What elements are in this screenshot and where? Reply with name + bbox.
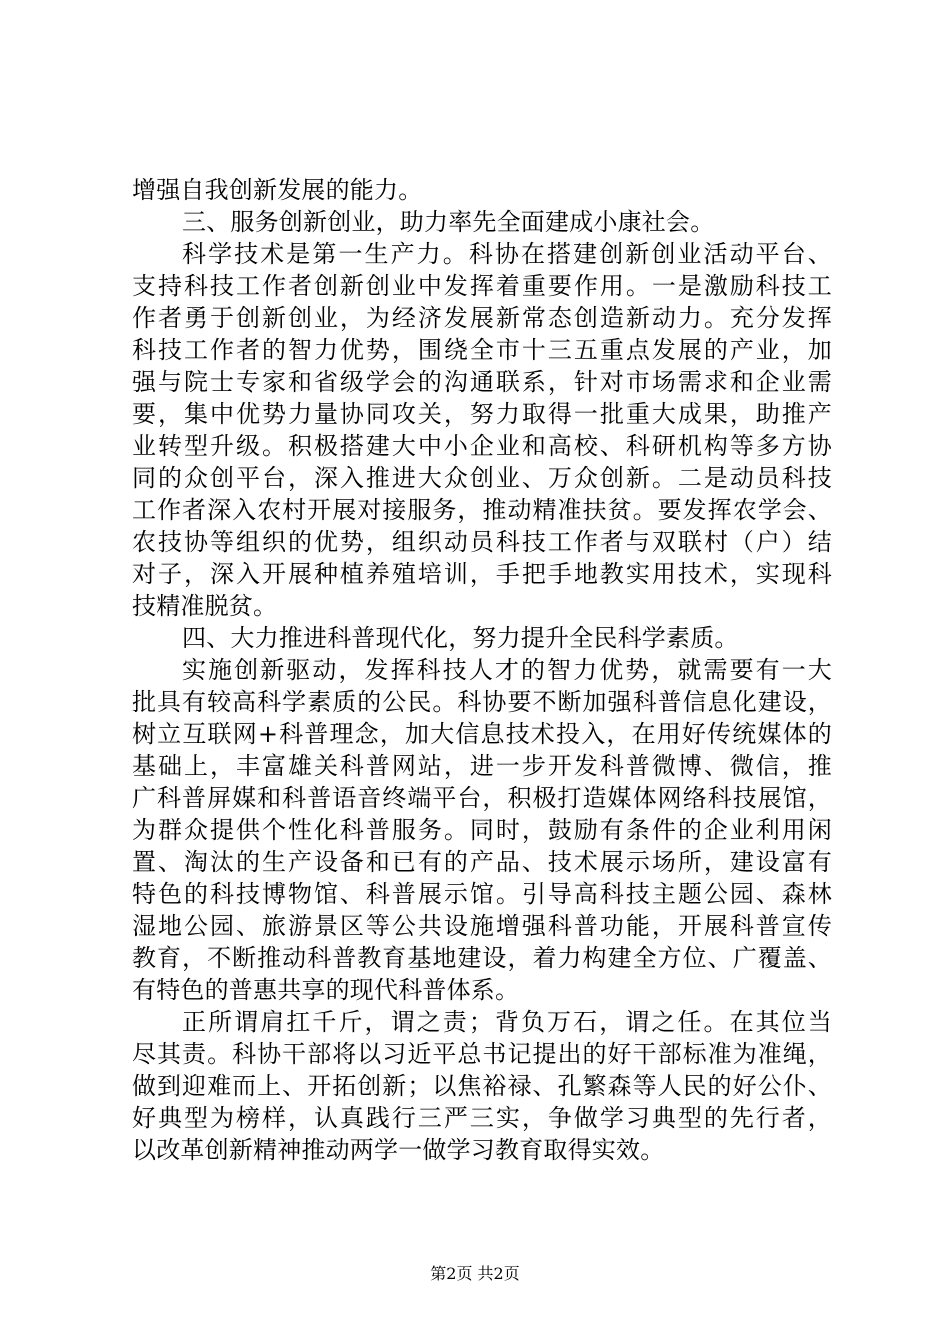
text-line: 对子，深入开展种植养殖培训，手把手地教实用技术，实现科: [132, 560, 832, 588]
text-line: 作者勇于创新创业，为经济发展新常态创造新动力。充分发挥: [132, 304, 832, 332]
text-line: 工作者深入农村开展对接服务，推动精准扶贫。要发挥农学会、: [132, 496, 832, 524]
page-footer: [0, 1264, 950, 1284]
text-line: 科技工作者的智力优势，围绕全市十三五重点发展的产业，加: [132, 336, 832, 364]
text-line: 特色的科技博物馆、科普展示馆。引导高科技主题公园、森林: [132, 880, 832, 908]
text-line: 支持科技工作者创新创业中发挥着重要作用。一是激励科技工: [132, 272, 832, 300]
text-line: 科学技术是第一生产力。科协在搭建创新创业活动平台、: [182, 240, 832, 268]
text-line: 正所谓肩扛千斤，谓之责；背负万石，谓之任。在其位当: [182, 1008, 832, 1036]
text-line: 为群众提供个性化科普服务。同时，鼓励有条件的企业利用闲: [132, 816, 832, 844]
text-line: 农技协等组织的优势，组织动员科技工作者与双联村（户）结: [132, 528, 832, 556]
text-line: 树立互联网+科普理念，加大信息技术投入，在用好传统媒体的: [132, 720, 832, 748]
text-line: 同的众创平台，深入推进大众创业、万众创新。二是动员科技: [132, 464, 832, 492]
text-line: 做到迎难而上、开拓创新；以焦裕禄、孔繁森等人民的好公仆、: [132, 1072, 832, 1100]
text-line: 广科普屏媒和科普语音终端平台，积极打造媒体网络科技展馆，: [132, 784, 832, 812]
text-line: 实施创新驱动，发挥科技人才的智力优势，就需要有一大: [182, 656, 832, 684]
text-line: 四、大力推进科普现代化，努力提升全民科学素质。: [182, 624, 739, 652]
text-line: 业转型升级。积极搭建大中小企业和高校、科研机构等多方协: [132, 432, 832, 460]
text-line: 以改革创新精神推动两学一做学习教育取得实效。: [132, 1136, 665, 1164]
text-line: 好典型为榜样，认真践行三严三实，争做学习典型的先行者，: [132, 1104, 832, 1132]
text-line: 三、服务创新创业，助力率先全面建成小康社会。: [182, 208, 715, 236]
document-body: [132, 174, 832, 1166]
text-line: 置、淘汰的生产设备和已有的产品、技术展示场所，建设富有: [132, 848, 832, 876]
page-number-label: 第2页 共2页: [430, 1264, 520, 1283]
text-line: 增强自我创新发展的能力。: [132, 176, 423, 204]
text-line: 要，集中优势力量协同攻关，努力取得一批重大成果，助推产: [132, 400, 832, 428]
text-line: 批具有较高科学素质的公民。科协要不断加强科普信息化建设，: [132, 688, 832, 716]
text-line: 教育，不断推动科普教育基地建设，着力构建全方位、广覆盖、: [132, 944, 832, 972]
text-line: 技精准脱贫。: [132, 592, 278, 620]
text-line: 强与院士专家和省级学会的沟通联系，针对市场需求和企业需: [132, 368, 832, 396]
text-line: 基础上，丰富雄关科普网站，进一步开发科普微博、微信，推: [132, 752, 832, 780]
text-line: 有特色的普惠共享的现代科普体系。: [132, 976, 520, 1004]
text-line: 尽其责。科协干部将以习近平总书记提出的好干部标准为准绳，: [132, 1040, 832, 1068]
text-line: 湿地公园、旅游景区等公共设施增强科普功能，开展科普宣传: [132, 912, 832, 940]
